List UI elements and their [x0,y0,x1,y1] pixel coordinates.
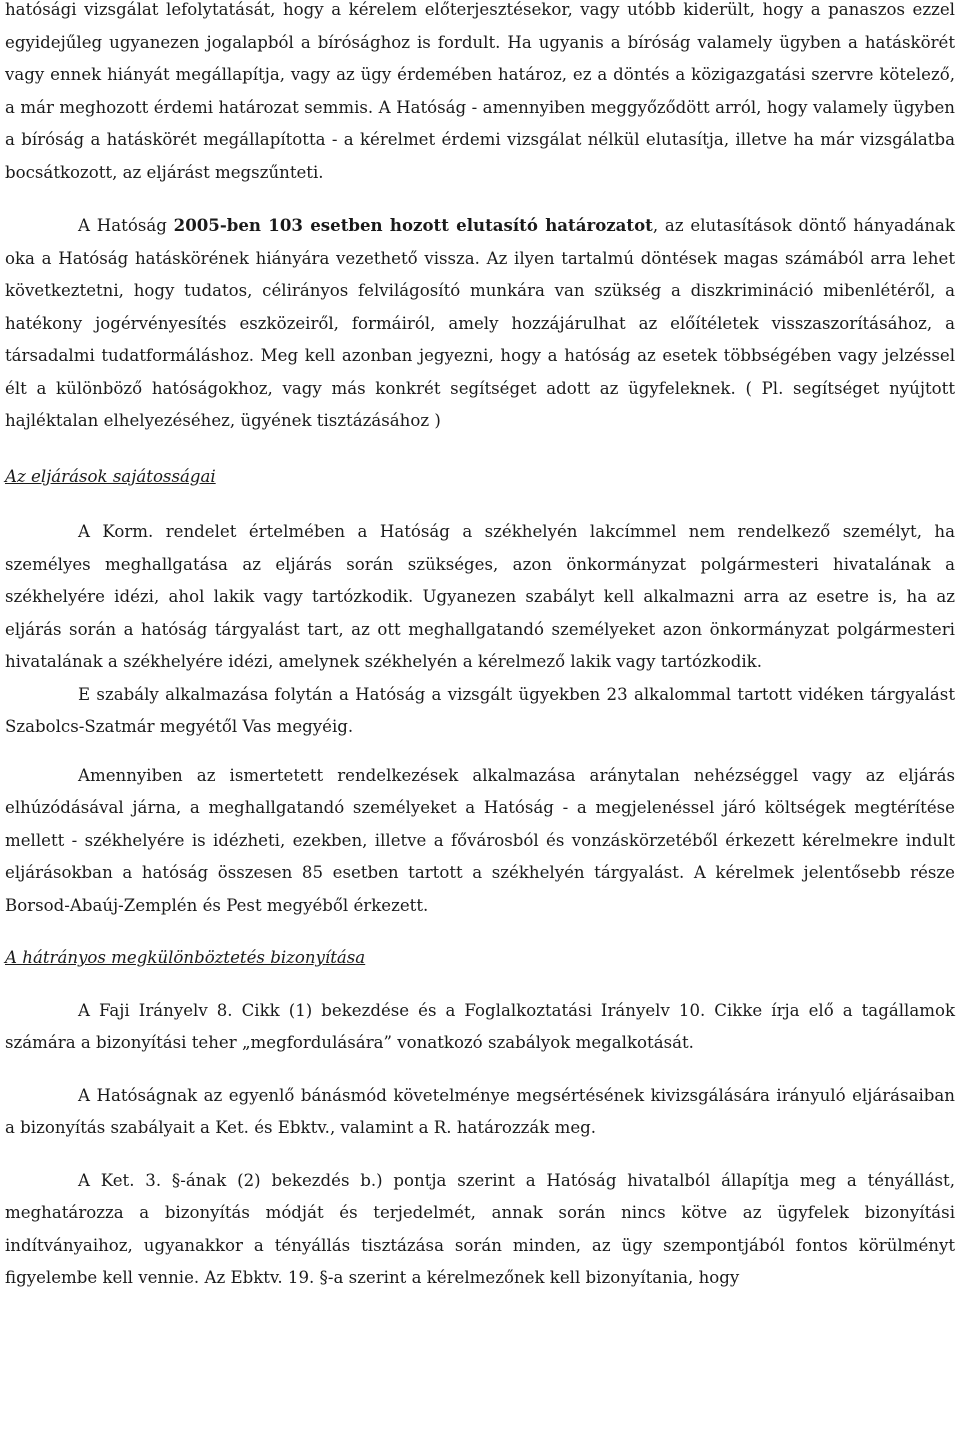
paragraph-rule-application: E szabály alkalmazása folytán a Hatóság a vizsgált ügyekben 23 alkalommal tartott vidéken tárgyalást Szabolcs-Szatmár megyétől Vas megyéig. [5,684,955,736]
paragraph-directives: A Faji Irányelv 8. Cikk (1) bekezdése és a Foglalkoztatási Irányelv 10. Cikke írja elő a tagállamok számára a bizonyítási teher „megfordulására” vonatkozó szabályok megalkotását. [5,1000,955,1052]
paragraph-continued: hatósági vizsgálat lefolytatását, hogy a kérelem előterjesztésekor, vagy utóbb kiderült, hogy a panaszos ezzel egyidejűleg ugyanezen jogalapból a bírósághoz is fordult. Ha ugyanis a bíróság valamely ügyben a hatáskörét vagy ennek hiányát megállapítja, vagy az ügy érdemében határoz, ez a döntés a közigazgatási szervre kötelező, a már meghozott érdemi határozat semmis. A Hatóság - amennyiben meggyőződött arról, hogy valamely ügyben a bíróság a hatáskörét megállapította - a kérelmet érdemi vizsgálat nélkül elutasítja, illetve ha már vizsgálatba bocsátkozott, az eljárást megszűnteti. [5,0,955,182]
paragraph-rejections [5,209,955,438]
document-page [5,0,955,1295]
section-heading-procedures: Az eljárások sajátosságai [5,466,216,486]
paragraph-rejections-bold: 2005-ben 103 esetben hozott elutasító határozatot [173,215,653,235]
section-heading-proof: A hátrányos megkülönböztetés bizonyítása [5,948,366,967]
paragraph-rejections-body: , az elutasítások döntő hányadának oka a Hatóság hatáskörének hiányára vezethető vissza. Az ilyen tartalmú döntések magas számából arra lehet következtetni, hogy tudatos, célirányos felvilágosító munkára van szükség a diszkrimináció mibenlétéről, a hatékony jogérvényesítés eszközeiről, formáiról, amely hozzájárulhat az előítéletek visszaszorításához, a társadalmi tudatformáláshoz. Meg kell azonban jegyezni, hogy a hatóság az esetek többségében vagy jelzéssel élt a különböző hatóságokhoz, vagy más konkrét segítséget adott az ügyfeleknek. ( Pl. segítséget nyújtott hajléktalan elhelyezéséhez, ügyének tisztázásához ) [5,216,955,430]
paragraph-disproportionate: Amennyiben az ismertetett rendelkezések alkalmazása aránytalan nehézséggel vagy az eljárás elhúzódásával járna, a meghallgatandó személyeket a Hatóság - a megjelenéssel járó költségek megtérítése mellett - székhelyére is idézheti, ezekben, illetve a fővárosból és vonzáskörzetéből érkezett kérelmekre indult eljárásokban a hatóság összesen 85 esetben tartott a székhelyén tárgyalást. A kérelmek jelentősebb része Borsod-Abaúj-Zemplén és Pest megyéből érkezett. [5,765,955,915]
paragraph-ket: A Ket. 3. §-ának (2) bekezdés b.) pontja szerint a Hatóság hivatalból állapítja meg a tényállást, meghatározza a bizonyítás módját és terjedelmét, annak során nincs kötve az ügyfelek bizonyítási indítványaihoz, ugyanakkor a tényállás tisztázása során minden, az ügy szempontjából fontos körülményt figyelembe kell vennie. Az Ebktv. 19. §-a szerint a kérelmezőnek kell bizonyítania, hogy [5,1170,955,1287]
paragraph-rejections-intro: A Hatóság [78,216,174,235]
paragraph-korm-rendelet: A Korm. rendelet értelmében a Hatóság a székhelyén lakcímmel nem rendelkező személyt, ha személyes meghallgatása az eljárás során szükséges, azon önkormányzat polgármesteri hivatalának a székhelyére idézi, ahol lakik vagy tartózkodik. Ugyanezen szabályt kell alkalmazni arra az esetre is, ha az eljárás során a hatóság tárgyalást tart, az ott meghallgatandó személyeket azon önkormányzat polgármesteri hivatalának a székhelyére idézi, amelynek székhelyén a kérelmező lakik vagy tartózkodik. [5,522,955,671]
paragraph-evidence-rules: A Hatóságnak az egyenlő bánásmód követelménye megsértésének kivizsgálására irányuló eljárásaiban a bizonyítás szabályait a Ket. és Ebktv., valamint a R. határozzák meg. [5,1085,955,1137]
